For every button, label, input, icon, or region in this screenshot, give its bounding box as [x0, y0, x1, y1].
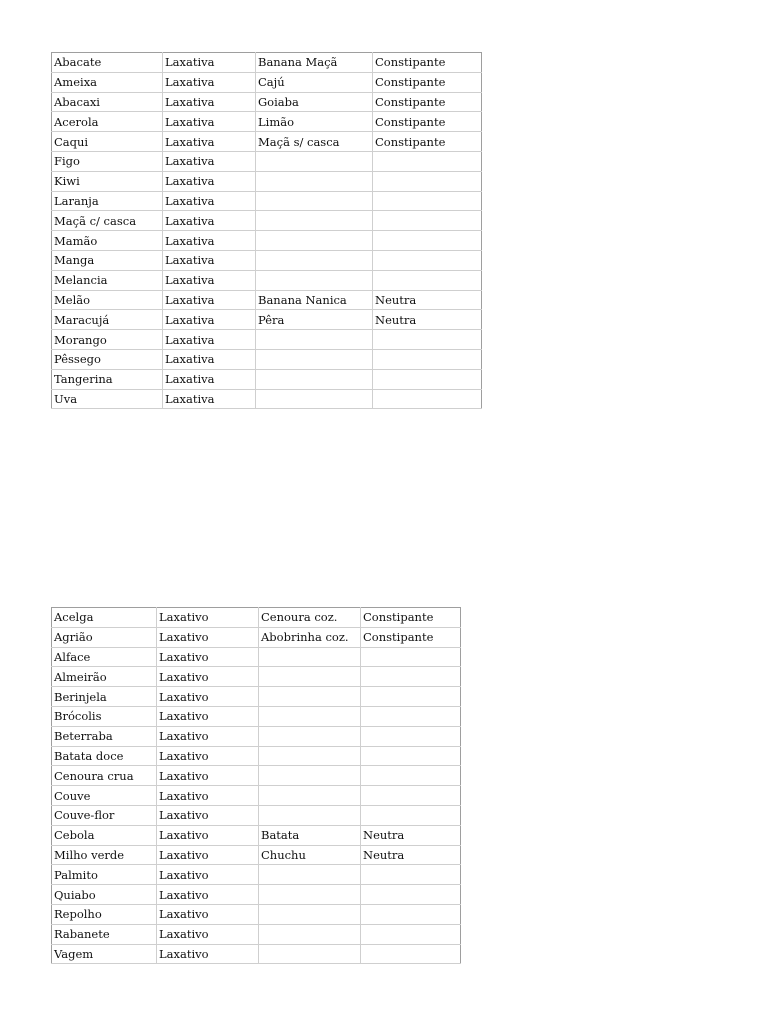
effect-cell: Laxativo — [157, 805, 259, 825]
effect-cell: Laxativa — [163, 191, 256, 211]
alt-name-cell: Banana Maçã — [256, 53, 373, 73]
effect-cell: Laxativa — [163, 389, 256, 409]
vegetable-row — [52, 845, 461, 865]
alt-name-cell — [259, 805, 361, 825]
alt-effect-cell: Neutra — [361, 845, 461, 865]
alt-effect-cell — [373, 171, 482, 191]
name-cell: Couve-flor — [52, 805, 157, 825]
fruit-row — [52, 270, 482, 290]
name-cell: Couve — [52, 786, 157, 806]
effect-cell: Laxativo — [157, 825, 259, 845]
alt-effect-cell — [361, 944, 461, 964]
name-cell: Acerola — [52, 112, 163, 132]
alt-effect-cell — [373, 330, 482, 350]
alt-effect-cell — [361, 746, 461, 766]
effect-cell: Laxativo — [157, 706, 259, 726]
alt-name-cell — [256, 151, 373, 171]
alt-name-cell — [259, 687, 361, 707]
name-cell: Palmito — [52, 865, 157, 885]
alt-name-cell — [256, 389, 373, 409]
name-cell: Mamão — [52, 231, 163, 251]
name-cell: Alface — [52, 647, 157, 667]
alt-name-cell — [256, 171, 373, 191]
alt-name-cell: Cajú — [256, 72, 373, 92]
alt-effect-cell — [361, 805, 461, 825]
alt-effect-cell — [361, 904, 461, 924]
alt-name-cell — [259, 885, 361, 905]
vegetable-row — [52, 805, 461, 825]
name-cell: Melão — [52, 290, 163, 310]
alt-name-cell — [259, 726, 361, 746]
name-cell: Cebola — [52, 825, 157, 845]
alt-name-cell — [256, 270, 373, 290]
effect-cell: Laxativa — [163, 369, 256, 389]
vegetable-row — [52, 944, 461, 964]
alt-name-cell — [256, 250, 373, 270]
name-cell: Quiabo — [52, 885, 157, 905]
effect-cell: Laxativo — [157, 904, 259, 924]
alt-effect-cell: Constipante — [373, 92, 482, 112]
name-cell: Beterraba — [52, 726, 157, 746]
effect-cell: Laxativo — [157, 786, 259, 806]
effect-cell: Laxativa — [163, 330, 256, 350]
vegetable-row — [52, 726, 461, 746]
effect-cell: Laxativa — [163, 92, 256, 112]
alt-name-cell — [259, 786, 361, 806]
effect-cell: Laxativo — [157, 924, 259, 944]
fruit-row — [52, 369, 482, 389]
fruits-table — [51, 52, 482, 409]
alt-name-cell: Limão — [256, 112, 373, 132]
effect-cell: Laxativo — [157, 627, 259, 647]
alt-effect-cell: Neutra — [361, 825, 461, 845]
name-cell: Abacate — [52, 53, 163, 73]
alt-effect-cell — [361, 924, 461, 944]
effect-cell: Laxativa — [163, 112, 256, 132]
alt-name-cell: Chuchu — [259, 845, 361, 865]
alt-effect-cell — [373, 250, 482, 270]
fruit-row — [52, 92, 482, 112]
alt-effect-cell: Constipante — [361, 608, 461, 628]
alt-effect-cell — [373, 211, 482, 231]
alt-effect-cell — [361, 726, 461, 746]
alt-effect-cell — [373, 231, 482, 251]
alt-name-cell — [259, 766, 361, 786]
fruit-row — [52, 349, 482, 369]
alt-name-cell — [259, 924, 361, 944]
alt-name-cell — [256, 211, 373, 231]
alt-name-cell — [259, 865, 361, 885]
vegetable-row — [52, 924, 461, 944]
effect-cell: Laxativo — [157, 944, 259, 964]
effect-cell: Laxativa — [163, 349, 256, 369]
alt-name-cell — [259, 904, 361, 924]
name-cell: Acelga — [52, 608, 157, 628]
alt-name-cell — [256, 349, 373, 369]
effect-cell: Laxativa — [163, 290, 256, 310]
effect-cell: Laxativa — [163, 171, 256, 191]
name-cell: Pêssego — [52, 349, 163, 369]
name-cell: Abacaxi — [52, 92, 163, 112]
effect-cell: Laxativa — [163, 211, 256, 231]
fruit-row — [52, 310, 482, 330]
alt-name-cell — [259, 706, 361, 726]
alt-effect-cell: Neutra — [373, 310, 482, 330]
alt-effect-cell — [373, 349, 482, 369]
vegetable-row — [52, 667, 461, 687]
name-cell: Maracujá — [52, 310, 163, 330]
effect-cell: Laxativo — [157, 647, 259, 667]
alt-name-cell: Abobrinha coz. — [259, 627, 361, 647]
name-cell: Milho verde — [52, 845, 157, 865]
effect-cell: Laxativo — [157, 746, 259, 766]
effect-cell: Laxativa — [163, 132, 256, 152]
alt-effect-cell — [373, 270, 482, 290]
alt-name-cell — [259, 647, 361, 667]
name-cell: Cenoura crua — [52, 766, 157, 786]
name-cell: Batata doce — [52, 746, 157, 766]
alt-name-cell — [256, 330, 373, 350]
name-cell: Tangerina — [52, 369, 163, 389]
effect-cell: Laxativo — [157, 726, 259, 746]
alt-effect-cell — [361, 667, 461, 687]
name-cell: Manga — [52, 250, 163, 270]
alt-effect-cell — [361, 885, 461, 905]
alt-effect-cell — [361, 865, 461, 885]
alt-effect-cell: Constipante — [361, 627, 461, 647]
vegetable-row — [52, 706, 461, 726]
effect-cell: Laxativo — [157, 608, 259, 628]
name-cell: Ameixa — [52, 72, 163, 92]
fruit-row — [52, 250, 482, 270]
alt-name-cell — [256, 369, 373, 389]
fruit-row — [52, 53, 482, 73]
fruit-row — [52, 132, 482, 152]
fruit-row — [52, 211, 482, 231]
alt-name-cell: Pêra — [256, 310, 373, 330]
alt-effect-cell: Constipante — [373, 53, 482, 73]
name-cell: Almeirão — [52, 667, 157, 687]
name-cell: Agrião — [52, 627, 157, 647]
alt-effect-cell: Neutra — [373, 290, 482, 310]
alt-name-cell — [256, 231, 373, 251]
effect-cell: Laxativo — [157, 865, 259, 885]
effect-cell: Laxativa — [163, 53, 256, 73]
name-cell: Laranja — [52, 191, 163, 211]
vegetable-row — [52, 885, 461, 905]
effect-cell: Laxativo — [157, 885, 259, 905]
vegetable-row — [52, 608, 461, 628]
vegetable-row — [52, 627, 461, 647]
fruit-row — [52, 191, 482, 211]
name-cell: Maçã c/ casca — [52, 211, 163, 231]
effect-cell: Laxativa — [163, 310, 256, 330]
fruit-row — [52, 290, 482, 310]
alt-effect-cell: Constipante — [373, 72, 482, 92]
alt-effect-cell: Constipante — [373, 132, 482, 152]
alt-name-cell — [259, 944, 361, 964]
effect-cell: Laxativo — [157, 766, 259, 786]
fruit-row — [52, 171, 482, 191]
alt-effect-cell — [373, 191, 482, 211]
fruit-row — [52, 151, 482, 171]
name-cell: Rabanete — [52, 924, 157, 944]
alt-name-cell — [259, 746, 361, 766]
name-cell: Kiwi — [52, 171, 163, 191]
effect-cell: Laxativa — [163, 231, 256, 251]
effect-cell: Laxativo — [157, 845, 259, 865]
alt-name-cell: Cenoura coz. — [259, 608, 361, 628]
alt-effect-cell — [373, 151, 482, 171]
effect-cell: Laxativo — [157, 687, 259, 707]
fruit-row — [52, 72, 482, 92]
alt-name-cell: Batata — [259, 825, 361, 845]
name-cell: Brócolis — [52, 706, 157, 726]
alt-effect-cell — [373, 389, 482, 409]
name-cell: Repolho — [52, 904, 157, 924]
name-cell: Morango — [52, 330, 163, 350]
alt-name-cell — [256, 191, 373, 211]
name-cell: Berinjela — [52, 687, 157, 707]
effect-cell: Laxativo — [157, 667, 259, 687]
alt-effect-cell — [361, 766, 461, 786]
fruit-row — [52, 389, 482, 409]
vegetable-row — [52, 825, 461, 845]
alt-effect-cell — [373, 369, 482, 389]
name-cell: Figo — [52, 151, 163, 171]
fruit-row — [52, 112, 482, 132]
alt-effect-cell — [361, 706, 461, 726]
vegetable-row — [52, 766, 461, 786]
fruit-row — [52, 231, 482, 251]
name-cell: Uva — [52, 389, 163, 409]
vegetable-row — [52, 746, 461, 766]
vegetable-row — [52, 786, 461, 806]
effect-cell: Laxativa — [163, 72, 256, 92]
effect-cell: Laxativa — [163, 151, 256, 171]
name-cell: Caqui — [52, 132, 163, 152]
fruit-row — [52, 330, 482, 350]
vegetable-row — [52, 687, 461, 707]
alt-name-cell: Maçã s/ casca — [256, 132, 373, 152]
alt-name-cell — [259, 667, 361, 687]
vegetables-table — [51, 607, 461, 964]
alt-effect-cell: Constipante — [373, 112, 482, 132]
vegetable-row — [52, 904, 461, 924]
alt-effect-cell — [361, 647, 461, 667]
alt-name-cell: Goiaba — [256, 92, 373, 112]
alt-effect-cell — [361, 786, 461, 806]
alt-name-cell: Banana Nanica — [256, 290, 373, 310]
effect-cell: Laxativa — [163, 270, 256, 290]
name-cell: Melancia — [52, 270, 163, 290]
vegetable-row — [52, 647, 461, 667]
vegetable-row — [52, 865, 461, 885]
effect-cell: Laxativa — [163, 250, 256, 270]
alt-effect-cell — [361, 687, 461, 707]
name-cell: Vagem — [52, 944, 157, 964]
